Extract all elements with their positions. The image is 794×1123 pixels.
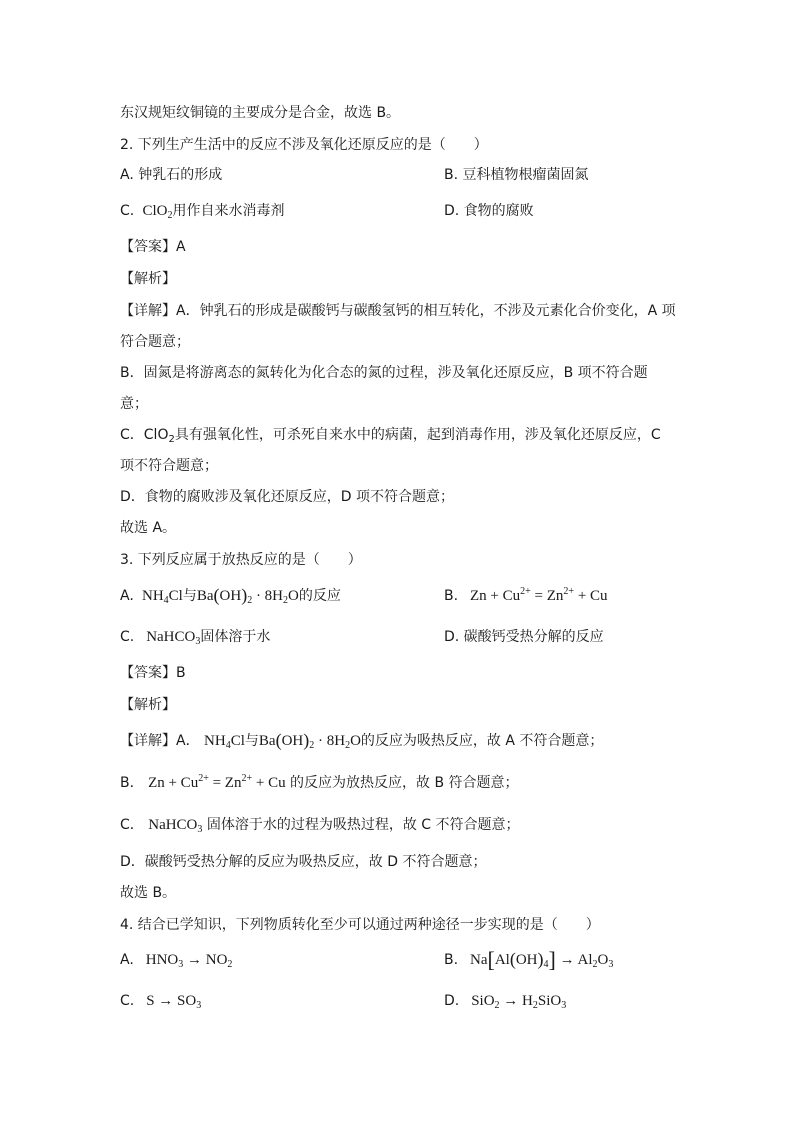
q3-analysis-heading: 【解析】 [120, 697, 176, 713]
q3-detail-a-text: 的反应为吸热反应，故 A 不符合题意； [360, 733, 604, 749]
q3-detail-b [120, 774, 519, 792]
q2-detail-c-line1 [120, 426, 661, 444]
q3-stem: 3. 下列反应属于放热反应的是（ ） [120, 552, 362, 568]
q2-option-c-label: C. [120, 203, 135, 219]
q3-option-a-suffix: 的反应 [298, 588, 341, 604]
q4-option-b [444, 947, 614, 972]
equation-zn-cu-detail: $Zn + Cu^{2+} = Zn^{2+} + Cu$ [148, 773, 286, 791]
q2-analysis-heading: 【解析】 [120, 271, 176, 287]
q3-option-a-connector: 与 [182, 588, 197, 604]
q4-option-a-label: A. [120, 952, 134, 968]
formula-nh4cl-detail: $NH_4Cl$ [204, 733, 245, 751]
q3-option-c-text: 固体溶于水 [200, 629, 271, 645]
q2-stem: 2. 下列生产生活中的反应不涉及氧化还原反应的是（ ） [120, 137, 488, 153]
q2-detail-a-line2: 符合题意； [120, 334, 190, 350]
q3-detail-c [120, 816, 520, 834]
q3-detail-a-label: 【详解】A． [120, 733, 200, 749]
q3-detail-b-text: 的反应为放热反应，故 B 符合题意； [290, 775, 519, 791]
q3-detail-c-text: 固体溶于水的过程为吸热过程，故 C 不符合题意； [206, 817, 520, 833]
formula-nahco3: NaHCO$_3$ [138, 629, 201, 647]
q2-detail-c-label: C． [120, 427, 144, 443]
q2-option-a: A. 钟乳石的形成 [120, 167, 223, 183]
formula-nh4cl: $NH_4Cl$ [138, 588, 183, 606]
q4-option-a [120, 951, 232, 969]
conversion-s-so3: $S \to SO_3$ [138, 993, 202, 1011]
q2-detail-c-line2: 项不符合题意； [120, 458, 218, 474]
q2-detail-c-text: 具有强氧化性，可杀死自来水中的病菌，起到消毒作用，涉及氧化还原反应，C [174, 427, 661, 443]
q3-detail-a [120, 732, 603, 750]
q2-detail-d: D．食物的腐败涉及氧化还原反应，D 项不符合题意； [120, 489, 455, 505]
q3-option-c-label: C. [120, 629, 135, 645]
equation-zn-cu: $Zn + Cu^{2+} = Zn^{2+} + Cu$ [462, 586, 608, 604]
q3-option-a-label: A. [120, 588, 134, 604]
intro-conclusion: 东汉规矩纹铜镜的主要成分是合金，故选 B。 [120, 105, 401, 121]
q3-detail-b-label: B． [120, 775, 144, 791]
q3-detail-a-connector: 与 [244, 733, 259, 749]
formula-clo2: ClO$_2$ [138, 203, 173, 221]
formula-baoh2-8h2o: $Ba(OH)_2 \cdot 8H_2O$ [196, 585, 299, 606]
q2-answer: 【答案】A [120, 239, 186, 255]
q2-detail-b-line2: 意； [120, 396, 148, 412]
q3-option-d: D. 碳酸钙受热分解的反应 [444, 629, 604, 645]
conversion-hno3-no2: $HNO_3 \to NO_2$ [138, 952, 233, 970]
q3-option-b [444, 587, 608, 605]
formula-clo2-detail: ClO$_2$ [143, 427, 175, 445]
q3-detail-d: D．碳酸钙受热分解的反应为吸热反应，故 D 不符合题意； [120, 854, 487, 870]
q4-stem: 4. 结合已学知识，下列物质转化至少可以通过两种途径一步实现的是（ ） [120, 917, 600, 933]
conversion-sio2-h2sio3: $SiO_2 \to H_2SiO_3$ [463, 993, 567, 1011]
q4-option-d [444, 992, 566, 1010]
q3-option-a [120, 587, 341, 605]
q2-option-c-text: 用作自来水消毒剂 [172, 203, 285, 219]
q2-option-c [120, 202, 284, 220]
q3-option-c [120, 628, 270, 646]
q3-conclusion: 故选 B。 [120, 885, 177, 901]
q4-option-d-label: D. [444, 993, 460, 1009]
q4-option-c [120, 992, 201, 1010]
q2-detail-a-line1: 【详解】A．钟乳石的形成是碳酸钙与碳酸氢钙的相互转化，不涉及元素化合价变化，A 项 [120, 303, 676, 319]
q2-detail-b-line1: B．固氮是将游离态的氮转化为化合态的氮的过程，涉及氧化还原反应，B 项不符合题 [120, 365, 648, 381]
q4-option-b-label: B. [444, 952, 459, 968]
conversion-naaloh4-al2o3: $Na[Al(OH)_4] \to Al_2O_3$ [462, 947, 614, 972]
q3-answer: 【答案】B [120, 665, 186, 681]
formula-nahco3-detail: NaHCO$_3$ [148, 817, 203, 835]
q3-option-b-label: B. [444, 588, 459, 604]
q3-detail-c-label: C． [120, 817, 144, 833]
formula-baoh2-detail: $Ba(OH)_2 \cdot 8H_2O$ [258, 730, 361, 751]
q2-option-d: D. 食物的腐败 [444, 203, 534, 219]
q2-option-b: B. 豆科植物根瘤菌固氮 [444, 167, 589, 183]
q4-option-c-label: C. [120, 993, 135, 1009]
q2-conclusion: 故选 A。 [120, 520, 177, 536]
